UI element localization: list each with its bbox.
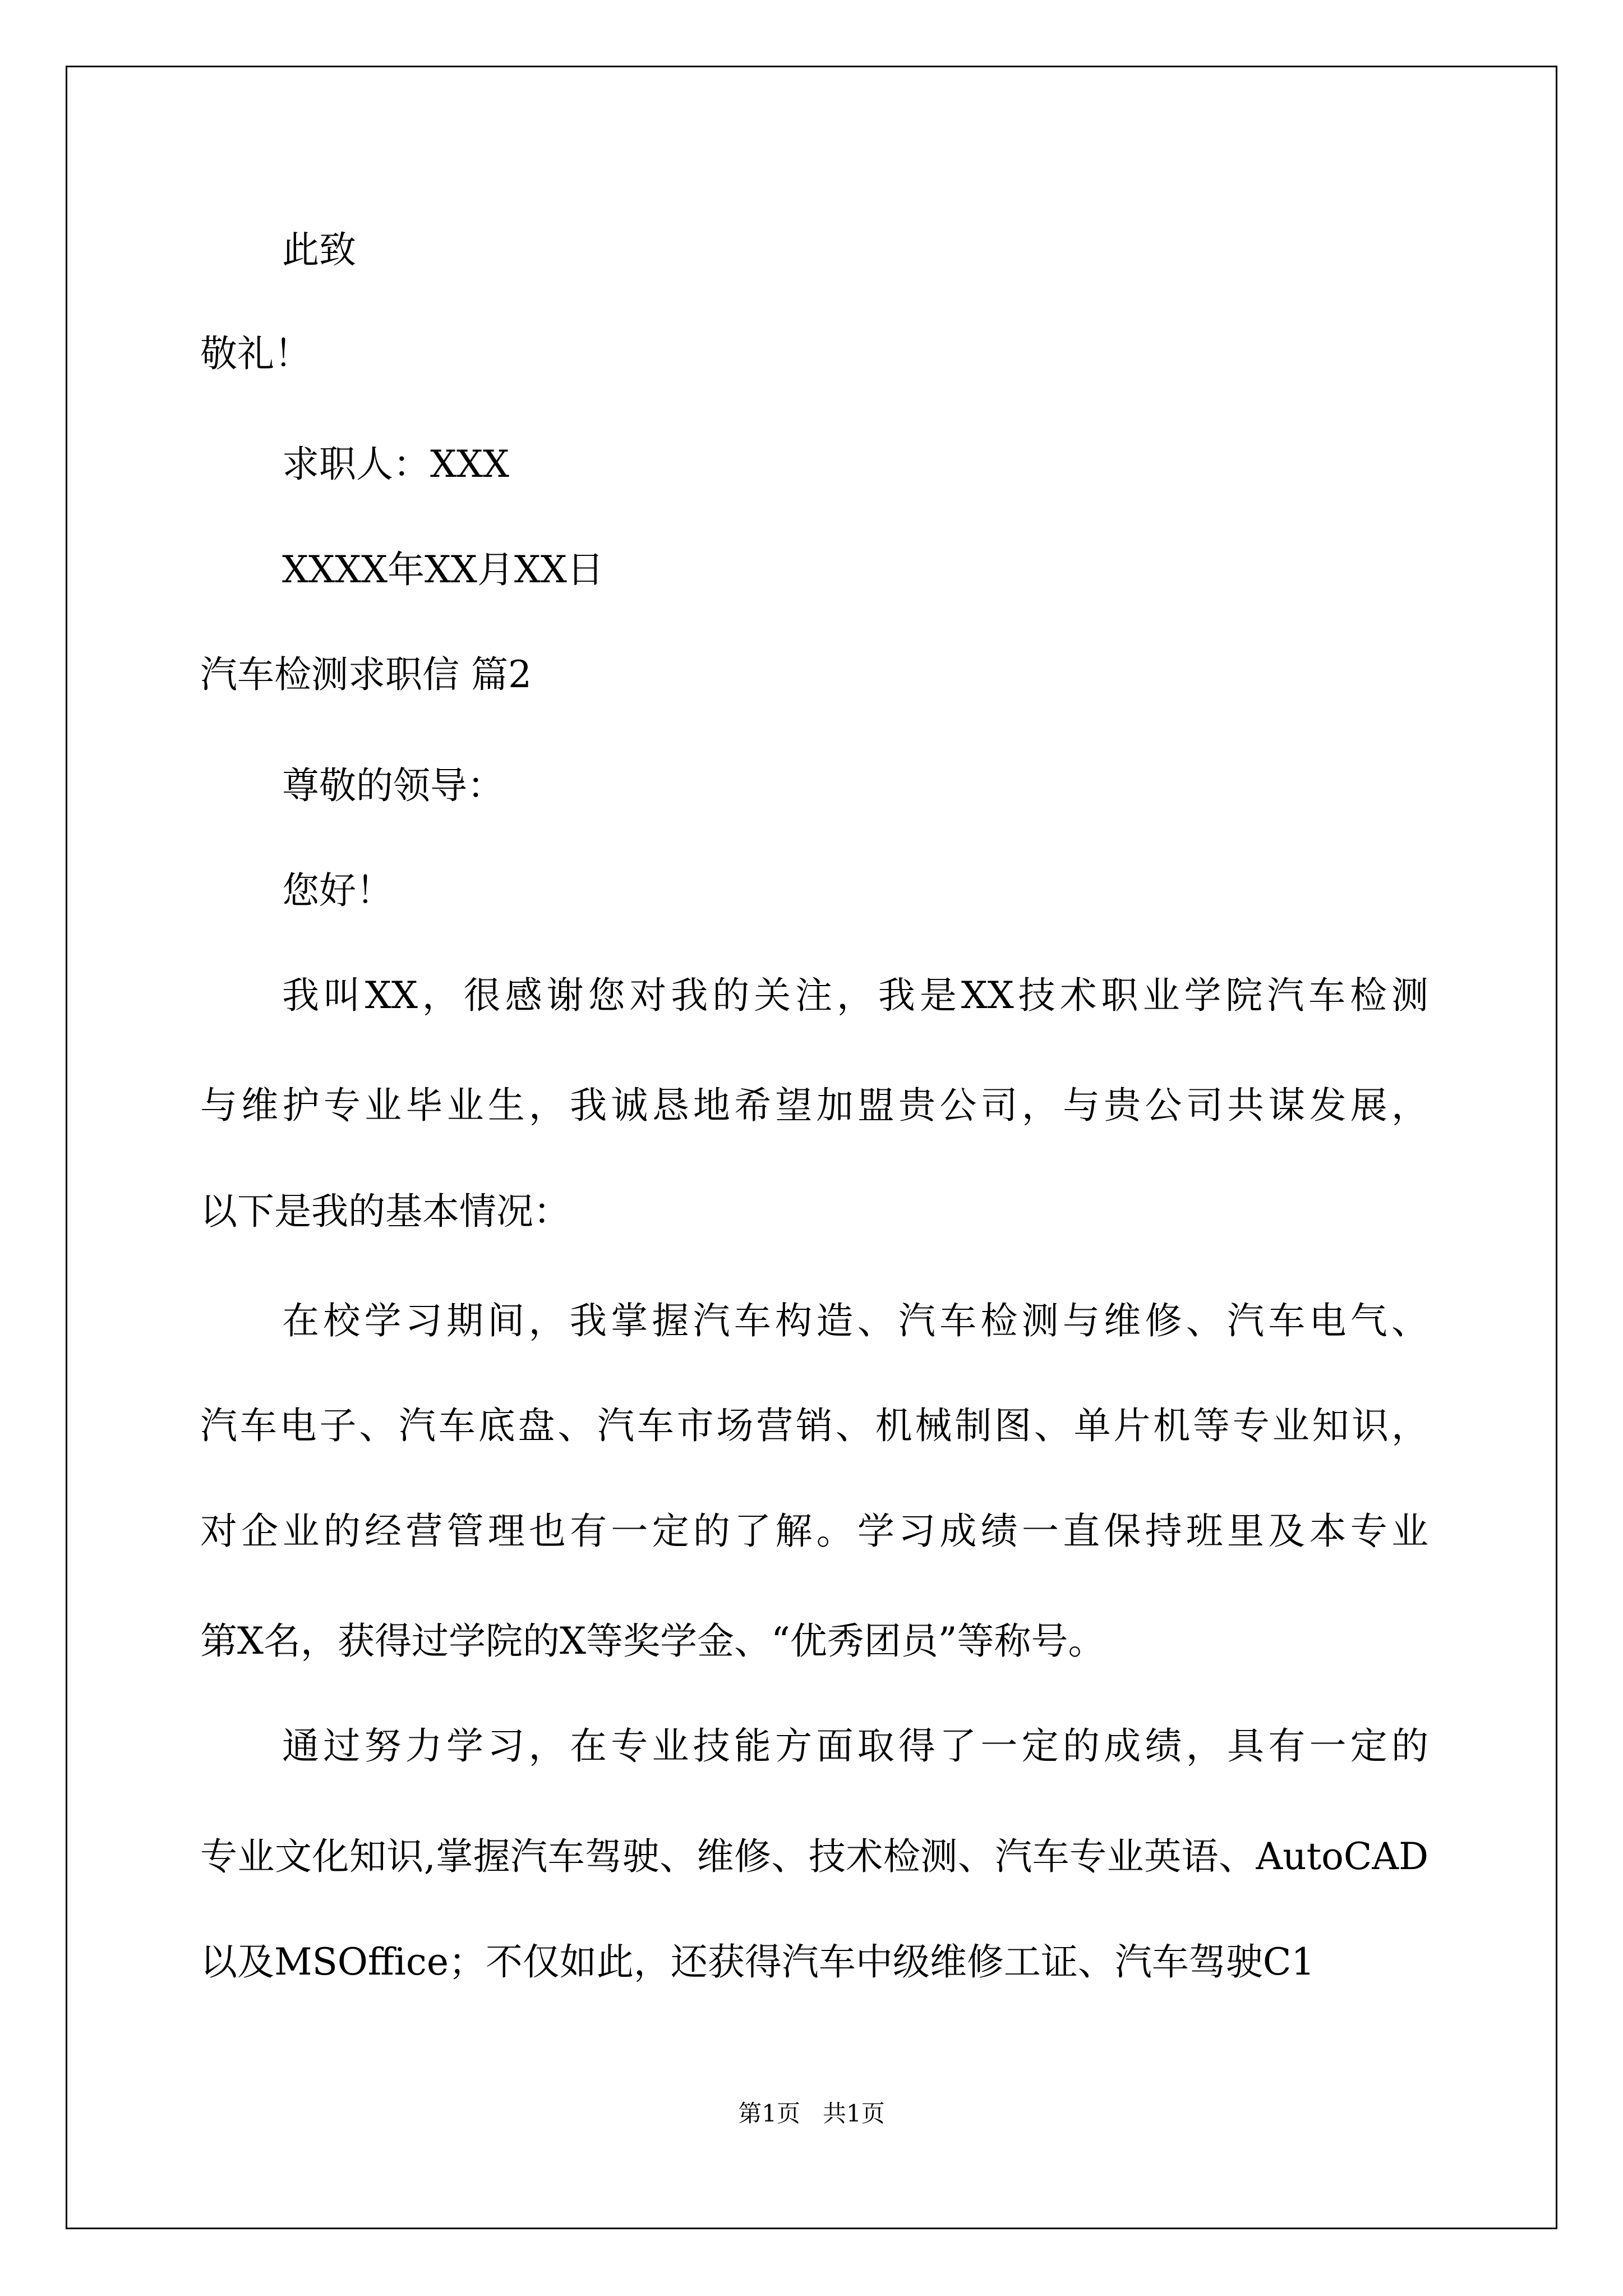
section-title: 汽车检测求职信 篇2	[200, 653, 532, 696]
closing-regards: 敬礼！	[200, 332, 311, 375]
body-line: 以下是我的基本情况：	[200, 1190, 570, 1233]
signature-line: 求职人：XXX	[282, 443, 509, 486]
body-line: 以及MSOffice；不仅如此，还获得汽车中级维修工证、汽车驾驶C1	[200, 1940, 1315, 1984]
body-line: 与维护专业毕业生，我诚恳地希望加盟贵公司，与贵公司共谋发展，	[200, 1084, 1428, 1127]
body-line: 专业文化知识,掌握汽车驾驶、维修、技术检测、汽车专业英语、AutoCAD	[200, 1835, 1428, 1878]
date-line: XXXX年XX月XX日	[282, 548, 604, 591]
body-line: 在校学习期间，我掌握汽车构造、汽车检测与维修、汽车电气、	[282, 1299, 1428, 1342]
body-line: 我叫XX，很感谢您对我的关注，我是XX技术职业学院汽车检测	[282, 974, 1428, 1017]
page-footer: 第1页 共1页	[738, 2100, 885, 2127]
body-line: 对企业的经营管理也有一定的了解。学习成绩一直保持班里及本专业	[200, 1510, 1428, 1553]
body-line: 第X名，获得过学院的X等奖学金、“优秀团员”等称号。	[200, 1619, 1105, 1663]
letter-hello: 您好！	[282, 869, 393, 912]
closing-salutation: 此致	[282, 228, 356, 272]
body-line: 汽车电子、汽车底盘、汽车市场营销、机械制图、单片机等专业知识，	[200, 1404, 1428, 1447]
body-line: 通过努力学习，在专业技能方面取得了一定的成绩，具有一定的	[282, 1724, 1428, 1768]
page-border	[66, 66, 1557, 2229]
letter-greeting: 尊敬的领导：	[282, 764, 504, 807]
